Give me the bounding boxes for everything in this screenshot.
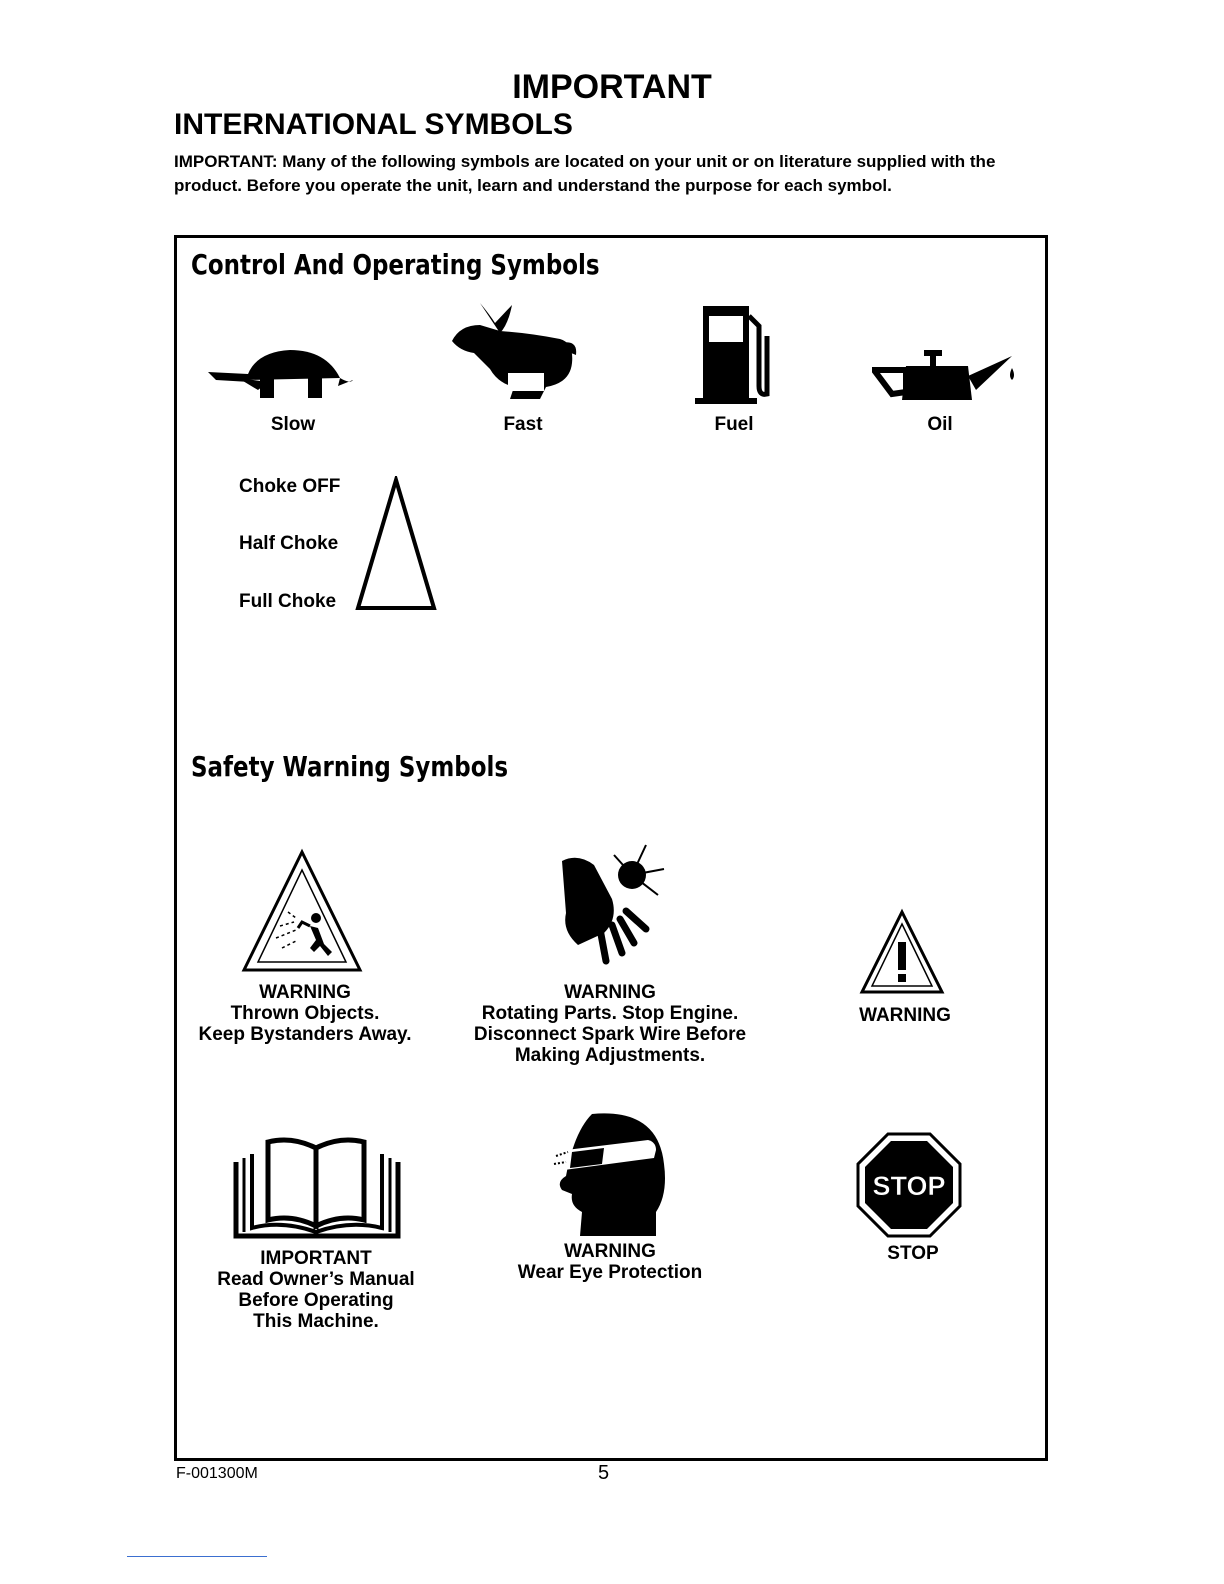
stop-label: STOP: [887, 1243, 939, 1264]
rotating-parts-icon: [548, 843, 678, 967]
oil-can-icon: [872, 350, 1022, 410]
eye-protection-icon: [552, 1112, 668, 1238]
manual-line: Read Owner’s Manual: [217, 1269, 415, 1290]
control-heading: Control And Operating Symbols: [191, 248, 600, 281]
thrown-objects-line: Keep Bystanders Away.: [198, 1024, 412, 1045]
eye-protection-line: Wear Eye Protection: [517, 1262, 703, 1283]
rabbit-icon: [450, 303, 580, 403]
page-number: 5: [598, 1462, 610, 1484]
intro-paragraph: IMPORTANT: Many of the following symbols are located on your unit or on literature supplied with the product. Before you operate the unit, learn and understand the purpose for each symbol.: [174, 152, 996, 195]
choke-off-label: Choke OFF: [239, 476, 341, 497]
rotating-parts-title: WARNING: [564, 982, 656, 1003]
eye-protection-title: WARNING: [564, 1241, 656, 1262]
slow-label: Slow: [270, 414, 316, 435]
manual-title: IMPORTANT: [260, 1248, 372, 1269]
safety-heading: Safety Warning Symbols: [191, 750, 509, 783]
owners-manual-icon: [232, 1136, 402, 1240]
half-choke-label: Half Choke: [239, 533, 339, 554]
thrown-objects-warning-icon: [240, 848, 364, 974]
full-choke-label: Full Choke: [239, 591, 337, 612]
choke-triangle-icon: [354, 476, 438, 612]
fast-label: Fast: [503, 414, 543, 435]
thrown-objects-line: Thrown Objects.: [230, 1003, 380, 1024]
page-title: IMPORTANT: [512, 68, 712, 106]
turtle-icon: [208, 340, 353, 405]
fuel-label: Fuel: [714, 414, 754, 435]
fuel-pump-icon: [695, 306, 775, 406]
manual-line: Before Operating: [238, 1290, 394, 1311]
stop-sign-text: STOP: [872, 1171, 946, 1201]
bottom-rule: [127, 1556, 267, 1557]
rotating-parts-line: Rotating Parts. Stop Engine.: [481, 1003, 739, 1024]
general-warning-label: WARNING: [859, 1005, 951, 1026]
oil-label: Oil: [927, 414, 953, 435]
rotating-parts-line: Making Adjustments.: [514, 1045, 706, 1066]
manual-line: This Machine.: [253, 1311, 379, 1332]
stop-sign-icon: [856, 1132, 962, 1238]
general-warning-icon: [858, 908, 946, 996]
section-title: INTERNATIONAL SYMBOLS: [174, 108, 573, 141]
thrown-objects-title: WARNING: [259, 982, 351, 1003]
rotating-parts-line: Disconnect Spark Wire Before: [473, 1024, 747, 1045]
document-code: F-001300M: [176, 1465, 258, 1482]
